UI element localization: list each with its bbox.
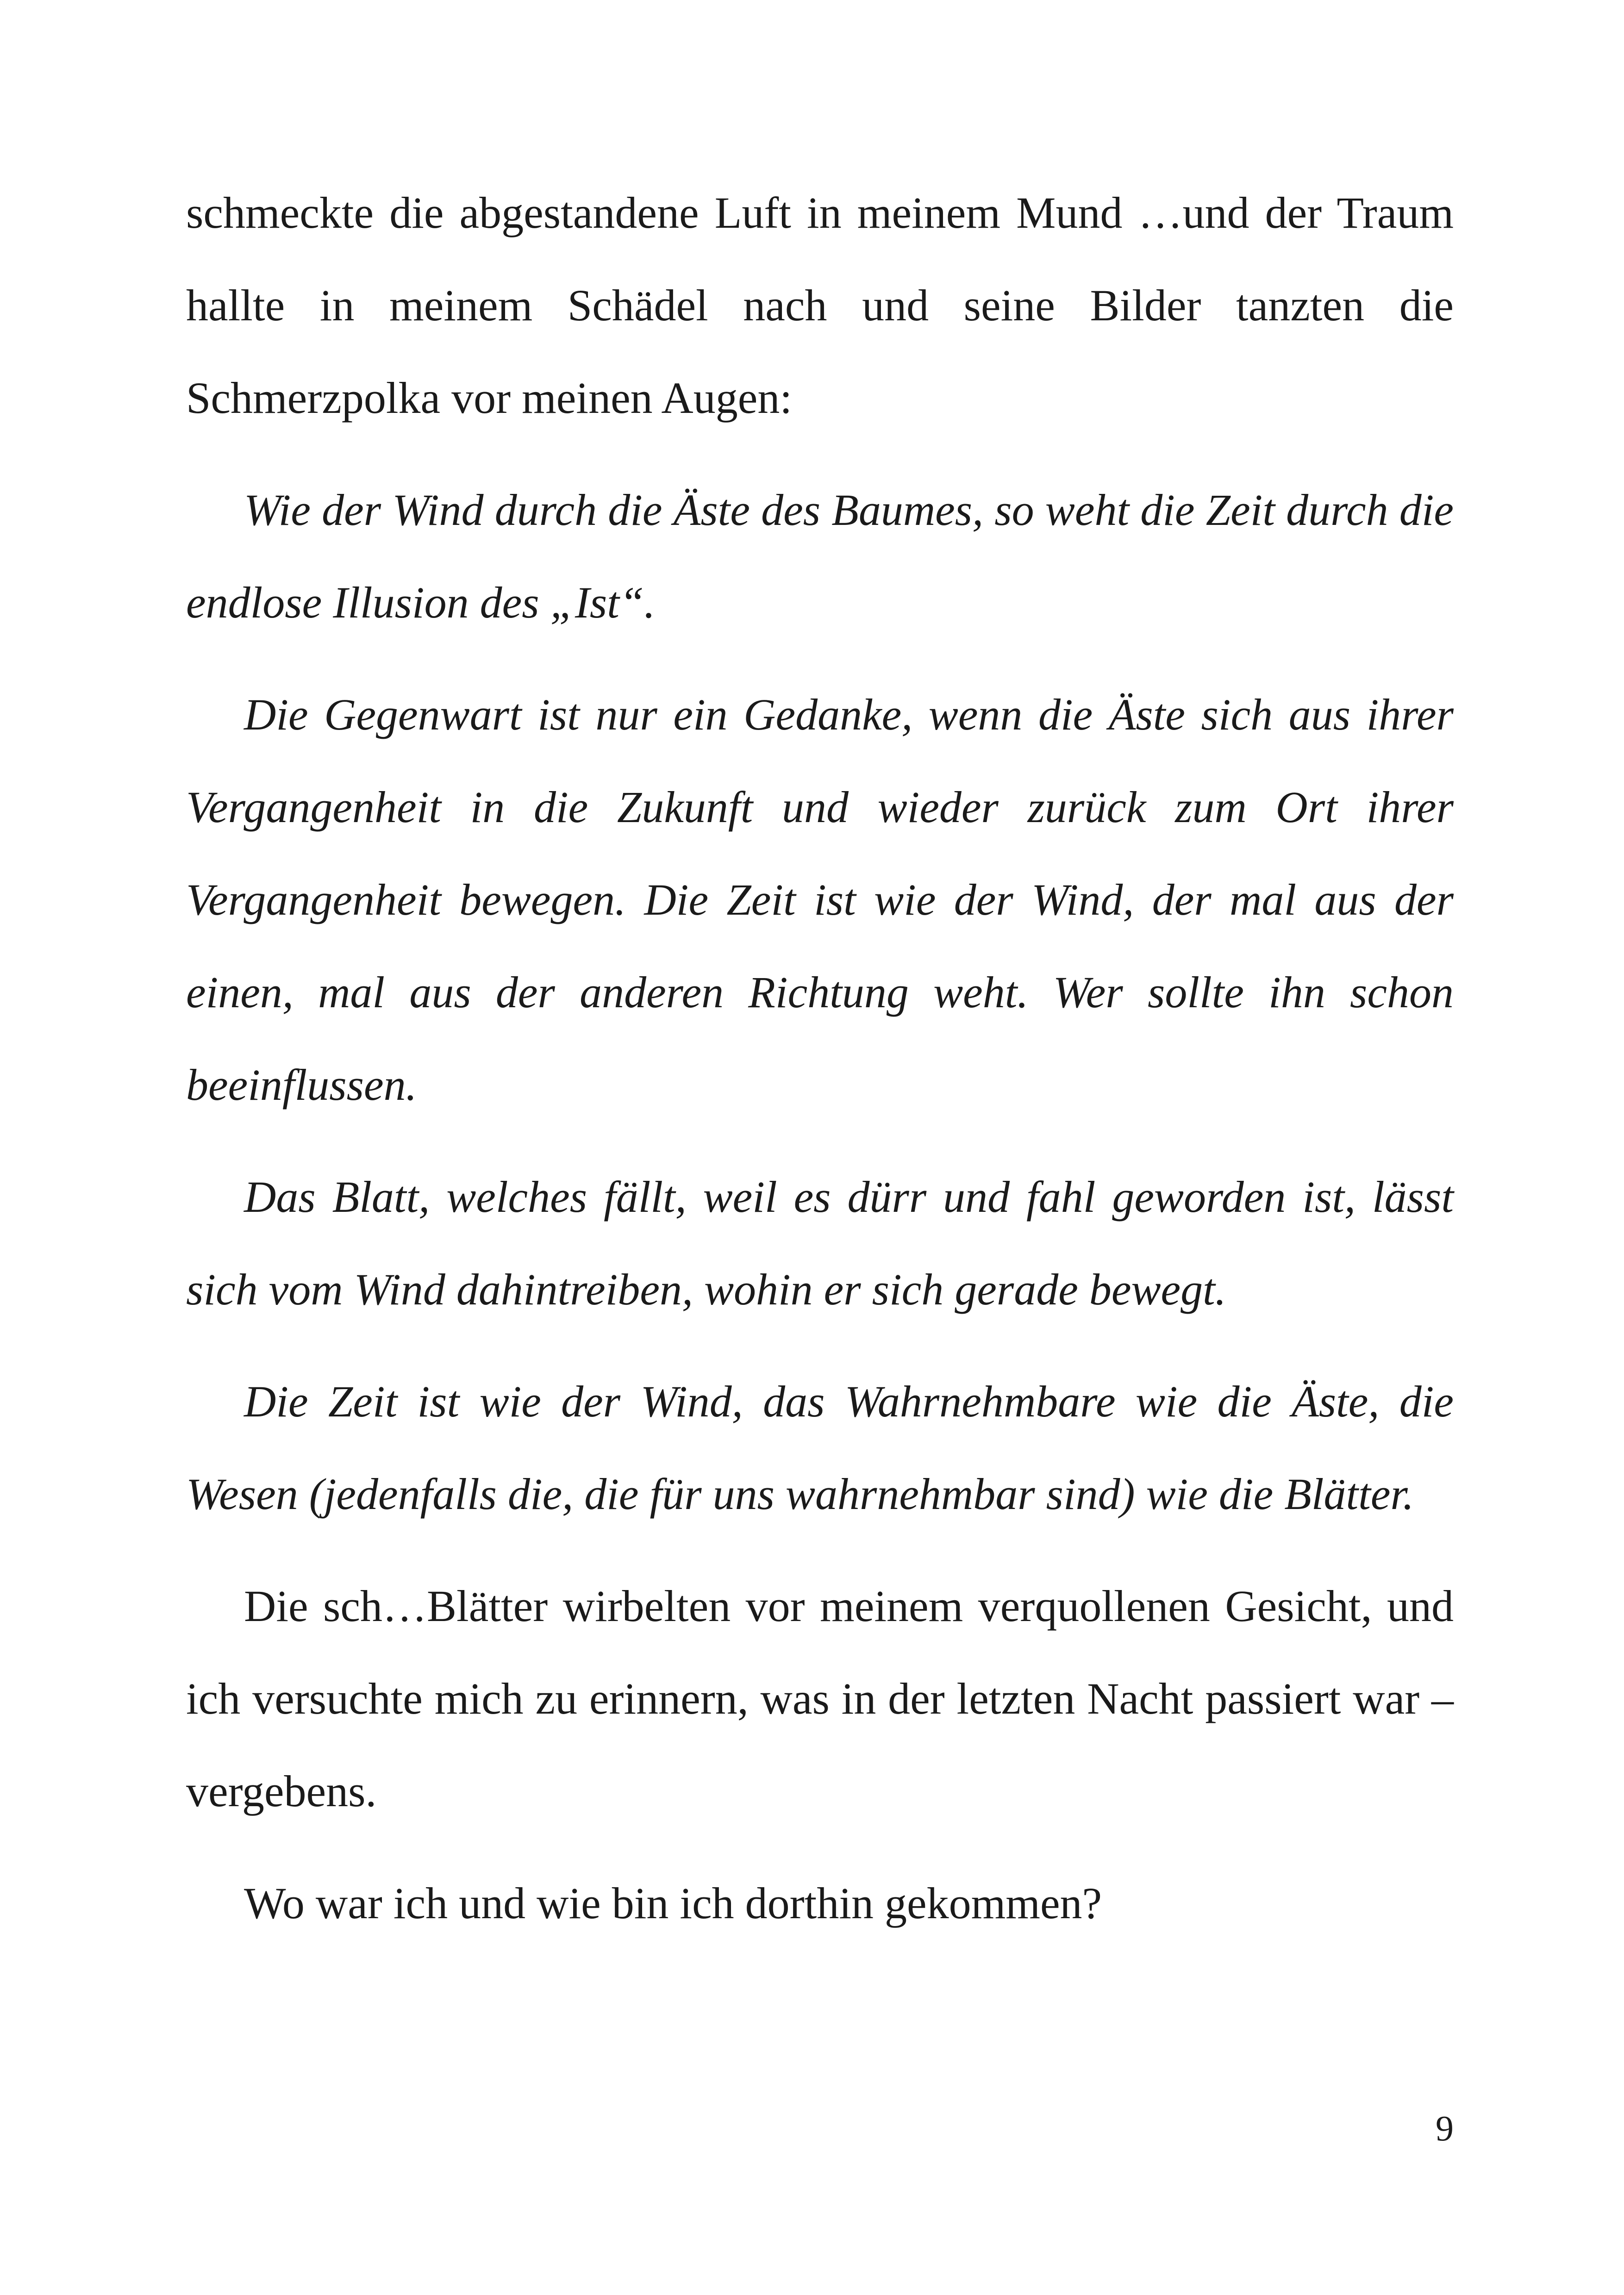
paragraph-leaves: Die sch…Blätter wirbelten vor meinem verquollenen Gesicht, und ich versuchte mich zu erinnern, was in der letzten Nacht passiert war – vergebens. <box>186 1581 1454 1816</box>
paragraph-opening: schmeckte die abgestandene Luft in meinem Mund …und der Traum hallte in meinem Schädel nach und seine Bilder tanzten die Schmerzpolka vor meinen Augen: <box>186 188 1454 423</box>
paragraph-dream-time: Die Zeit ist wie der Wind, das Wahrnehmbare wie die Äste, die Wesen (jedenfalls die, die für uns wahrnehmbar sind) wie die Blätter. <box>186 1377 1454 1519</box>
paragraph-gap <box>186 1336 1454 1355</box>
paragraph-gap <box>186 444 1454 464</box>
paragraph-gap <box>186 1131 1454 1151</box>
paragraph-gap <box>186 1838 1454 1857</box>
paragraph-gap <box>186 649 1454 668</box>
paragraph-dream-wind: Wie der Wind durch die Äste des Baumes, so weht die Zeit durch die endlose Illusion des „Ist“. <box>186 485 1454 627</box>
page-body <box>186 167 1454 1950</box>
paragraph-dream-leaf: Das Blatt, welches fällt, weil es dürr und fahl geworden ist, lässt sich vom Wind dahintreiben, wohin er sich gerade bewegt. <box>186 1172 1454 1314</box>
paragraph-dream-present: Die Gegenwart ist nur ein Gedanke, wenn die Äste sich aus ihrer Vergangenheit in die Zukunft und wieder zurück zum Ort ihrer Vergangenheit bewegen. Die Zeit ist wie der Wind, der mal aus der einen, mal aus der anderen Richtung weht. Wer sollte ihn schon beeinflussen. <box>186 690 1454 1110</box>
page-number: 9 <box>1436 2108 1454 2148</box>
paragraph-gap <box>186 1540 1454 1560</box>
paragraph-question: Wo war ich und wie bin ich dorthin gekommen? <box>244 1878 1102 1928</box>
